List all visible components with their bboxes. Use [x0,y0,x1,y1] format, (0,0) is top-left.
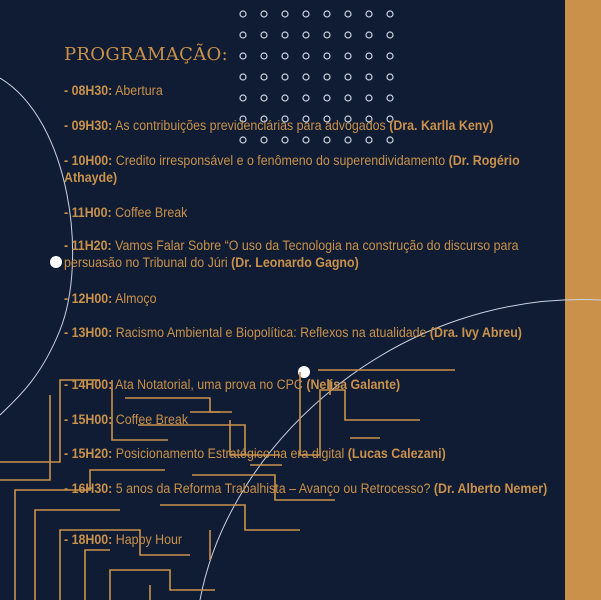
schedule-speaker: (Dr. Leonardo Gagno) [231,255,359,270]
schedule-topic: Coffee Break [112,412,189,427]
schedule-topic: Abertura [112,83,163,98]
grid-dot [345,32,351,38]
schedule-topic: Happy Hour [112,532,183,547]
grid-dot [303,32,309,38]
grid-dot [240,137,246,143]
grid-dot [345,11,351,17]
schedule-topic: Posicionamento Estratégico na era digital [112,446,348,461]
grid-dot [366,32,372,38]
grid-dot [282,74,288,80]
grid-dot [261,137,267,143]
schedule-time: - 12H00: [64,291,113,306]
left-node-dot [50,256,62,268]
schedule-item [64,531,561,548]
grid-dot [240,11,246,17]
schedule-time: - 15H20: [64,446,113,461]
schedule-item [64,445,561,462]
schedule-item [64,82,561,99]
grid-dot [282,32,288,38]
schedule-item [64,376,561,393]
grid-dot [345,53,351,59]
grid-dot [387,11,393,17]
schedule-topic: Vamos Falar Sobre “O uso da Tecnologia na construção do discurso para persuasão no Tribunal do Júri [64,238,519,270]
grid-dot [303,74,309,80]
schedule-speaker: (Dra. Karlla Keny) [389,118,494,133]
schedule-time: - 11H20: [64,238,112,253]
schedule-item [64,324,561,341]
grid-dot [282,137,288,143]
schedule-item [64,152,561,186]
grid-dot [303,137,309,143]
grid-dot [387,32,393,38]
grid-dot [261,11,267,17]
grid-dot [324,11,330,17]
schedule-speaker: (Nelisa Galante) [306,377,401,392]
left-arc-decoration [0,78,73,415]
schedule-speaker: (Lucas Calezani) [347,446,446,461]
schedule-time: - 10H00: [64,153,113,168]
schedule-speaker: (Dr. Alberto Nemer) [433,481,548,496]
schedule-topic: Coffee Break [111,205,188,220]
schedule-topic: 5 anos da Reforma Trabalhista – Avanço ou Retrocesso? [112,481,434,496]
grid-dot [324,32,330,38]
schedule-speaker: (Dr. Rogério Athayde) [64,153,520,185]
schedule-topic: Credito irresponsável e o fenômeno do superendividamento [112,153,449,168]
grid-dot [387,53,393,59]
grid-dot [282,11,288,17]
schedule-speaker: (Dra. Ivy Abreu) [429,325,522,340]
grid-dot [261,32,267,38]
grid-dot [366,53,372,59]
schedule-time: - 14H00: [64,377,113,392]
schedule-item [64,290,561,307]
schedule-item [64,237,561,271]
schedule-time: - 09H30: [64,118,113,133]
grid-dot [303,53,309,59]
schedule-item [64,117,561,134]
schedule-topic: Racismo Ambiental e Biopolítica: Reflexos na atualidade [112,325,430,340]
grid-dot [366,137,372,143]
grid-dot [345,74,351,80]
schedule-item [64,411,561,428]
schedule-time: - 16H30: [64,481,113,496]
grid-dot [240,32,246,38]
grid-dot [261,74,267,80]
grid-dot [324,137,330,143]
grid-dot [387,74,393,80]
grid-dot [345,137,351,143]
program-title: PROGRAMAÇÃO: [64,44,228,65]
schedule-time: - 08H30: [64,83,113,98]
schedule-time: - 13H00: [64,325,113,340]
grid-dot [282,53,288,59]
grid-dot [303,11,309,17]
grid-dot [324,74,330,80]
schedule-topic: Almoço [112,291,157,306]
grid-dot [324,53,330,59]
schedule-time: - 18H00: [64,532,113,547]
schedule-item [64,480,561,497]
grid-dot [366,11,372,17]
schedule-item [64,204,561,221]
schedule-topic: Ata Notatorial, uma prova no CPC [112,377,307,392]
grid-dot [366,74,372,80]
grid-dot [387,137,393,143]
grid-dot [240,53,246,59]
grid-dot [261,53,267,59]
grid-dot [240,74,246,80]
schedule-time: - 15H00: [64,412,113,427]
schedule-time: - 11H00: [64,205,112,220]
schedule-topic: As contribuições previdenciárias para advogados [112,118,390,133]
